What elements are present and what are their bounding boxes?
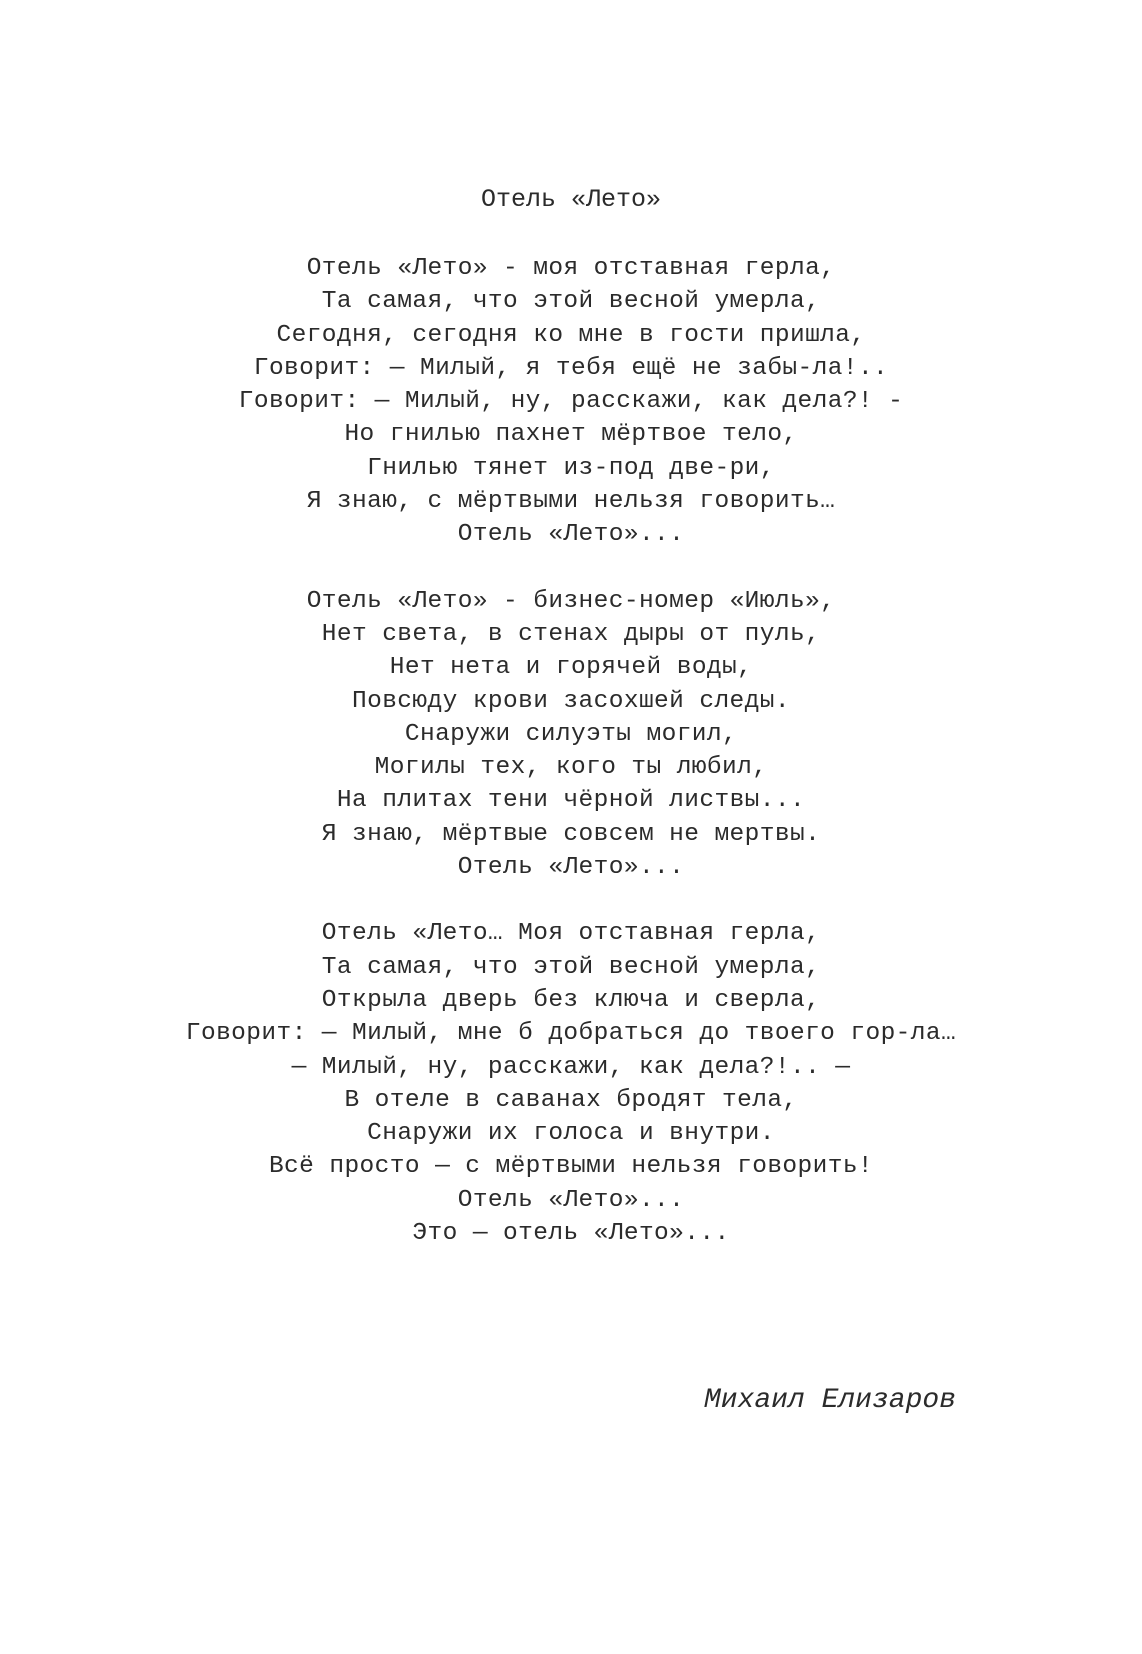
poem-line: Повсюду крови засохшей следы. <box>352 687 790 715</box>
poem-line: Могилы тех, кого ты любил, <box>374 754 768 782</box>
poem-line: Открыла дверь без ключа и сверла, <box>321 986 821 1014</box>
poem-line: Отель «Лето»... <box>457 1186 685 1214</box>
poem-line: Отель «Лето» - бизнес-номер «Июль», <box>306 587 836 615</box>
poem-line: Снаружи их голоса и внутри. <box>367 1120 775 1148</box>
poem-line: Нет нета и горячей воды, <box>389 654 753 682</box>
poem-line: Я знаю, мёртвые совсем не мертвы. <box>321 820 821 848</box>
poem-line: Отель «Лето» - моя отставная герла, <box>306 255 836 282</box>
poem-line: Та самая, что этой весной умерла, <box>321 953 821 981</box>
poem-line: В отеле в саванах бродят тела, <box>344 1086 798 1114</box>
poem-line: Говорит: — Милый, мне б добраться до твоего гор-ла… <box>185 1020 957 1048</box>
poem-line: Отель «Лето… Моя отставная герла, <box>321 920 821 948</box>
stanza <box>0 585 1142 885</box>
poem-line: Сегодня, сегодня ко мне в гости пришла, <box>276 321 866 349</box>
poem-line: Но гнилью пахнет мёртвое тело, <box>344 421 798 449</box>
poem-body <box>0 252 1142 1283</box>
poem-line: — Милый, ну, расскажи, как дела?!.. — <box>291 1053 851 1081</box>
poem-line: Говорит: — Милый, ну, расскажи, как дела?! - <box>238 388 904 416</box>
poem-line: Говорит: — Милый, я тебя ещё не забы-ла!.. <box>253 354 889 382</box>
author-signature: Михаил Елизаров <box>703 1385 956 1416</box>
poem-line: На плитах тени чёрной листвы... <box>336 787 806 815</box>
poem-line: Всё просто — с мёртвыми нельзя говорить! <box>268 1153 874 1181</box>
stanza <box>0 917 1142 1250</box>
poem-line: Нет света, в стенах дыры от пуль, <box>321 620 821 648</box>
poem-line: Отель «Лето»... <box>457 854 685 882</box>
poem-line: Это — отель «Лето»... <box>412 1220 730 1248</box>
poem-line: Я знаю, с мёртвыми нельзя говорить… <box>306 488 836 516</box>
poem-line: Гнилью тянет из-под две-ри, <box>367 454 775 482</box>
poem-title: Отель «Лето» <box>480 185 662 214</box>
poem-line: Снаружи силуэты могил, <box>404 720 738 748</box>
poem-line: Та самая, что этой весной умерла, <box>321 288 821 316</box>
poem-line: Отель «Лето»... <box>457 521 685 549</box>
stanza <box>0 252 1142 552</box>
